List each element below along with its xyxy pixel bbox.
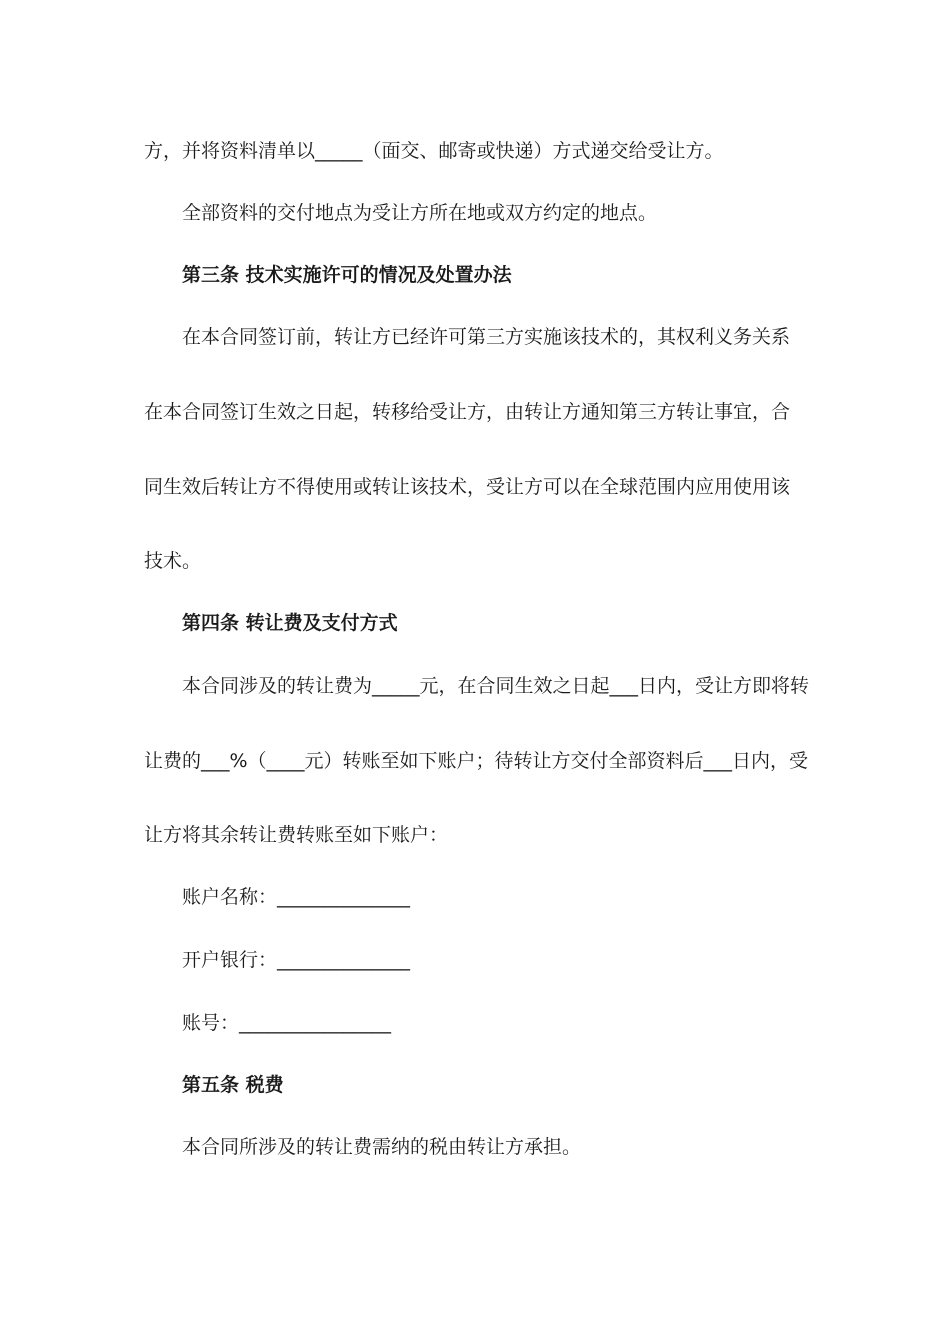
paragraph-line: 全部资料的交付地点为受让方所在地或双方约定的地点。 xyxy=(182,202,658,224)
paragraph-line: 技术。 xyxy=(144,550,202,572)
paragraph-line: 方，并将资料清单以_____（面交、邮寄或快递）方式递交给受让方。 xyxy=(144,140,724,162)
paragraph-line: 本合同所涉及的转让费需纳的税由转让方承担。 xyxy=(182,1136,582,1158)
paragraph-line: 同生效后转让方不得使用或转让该技术，受让方可以在全球范围内应用使用该 xyxy=(144,476,791,498)
account-number-field: 账号：________________ xyxy=(182,1012,392,1034)
paragraph-line: 让方将其余转让费转账至如下账户： xyxy=(144,824,449,846)
section-heading: 第三条 技术实施许可的情况及处置办法 xyxy=(182,264,512,286)
bank-name-field: 开户银行：______________ xyxy=(182,949,411,971)
paragraph-line: 在本合同签订前，转让方已经许可第三方实施该技术的，其权利义务关系 xyxy=(182,326,791,348)
section-heading: 第四条 转让费及支付方式 xyxy=(182,612,398,634)
paragraph-line: 在本合同签订生效之日起，转移给受让方，由转让方通知第三方转让事宜，合 xyxy=(144,401,791,423)
paragraph-line: 本合同涉及的转让费为_____元，在合同生效之日起___日内，受让方即将转 xyxy=(182,675,810,697)
section-heading: 第五条 税费 xyxy=(182,1074,284,1096)
paragraph-line: 让费的___%（____元）转账至如下账户；待转让方交付全部资料后___日内，受 xyxy=(144,750,809,772)
account-name-field: 账户名称：______________ xyxy=(182,886,411,908)
